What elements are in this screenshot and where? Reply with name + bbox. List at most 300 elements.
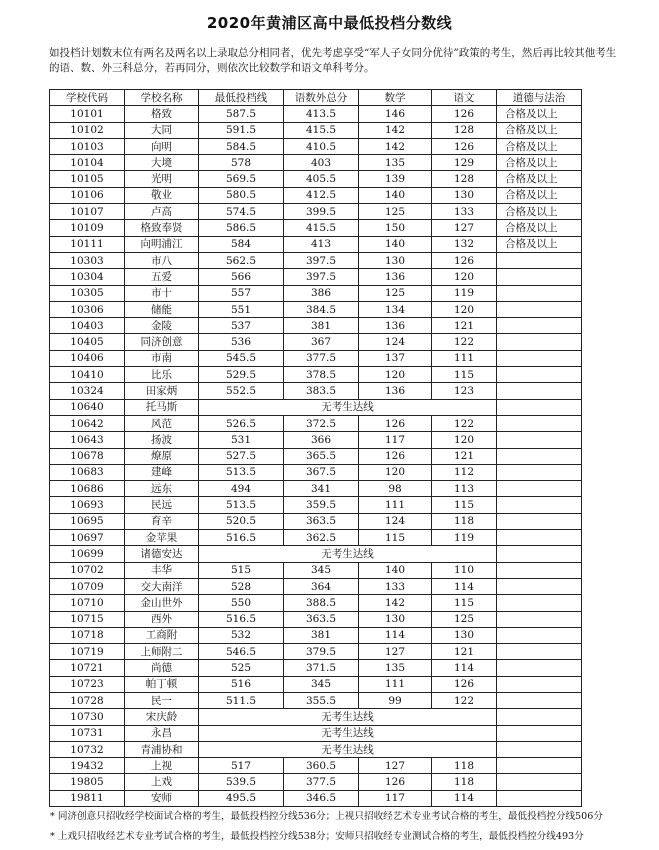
cell-no-qualifier: 无考生达线 <box>199 399 497 415</box>
header-chinese: 语文 <box>432 90 497 106</box>
cell-name: 青浦协和 <box>125 741 199 757</box>
table-row <box>50 138 582 154</box>
table-row <box>50 546 582 562</box>
cell-min-score: 494 <box>199 481 284 497</box>
cell-math: 142 <box>359 138 432 154</box>
cell-ethics <box>497 464 582 480</box>
cell-name: 民远 <box>125 497 199 513</box>
cell-math: 115 <box>359 530 432 546</box>
table-row <box>50 399 582 415</box>
cell-code: 10643 <box>50 432 125 448</box>
cell-name: 金山世外 <box>125 595 199 611</box>
cell-ethics <box>497 709 582 725</box>
cell-chinese: 110 <box>432 562 497 578</box>
cell-code: 10715 <box>50 611 125 627</box>
cell-math: 146 <box>359 106 432 122</box>
cell-ethics <box>497 676 582 692</box>
cell-total: 371.5 <box>284 660 359 676</box>
score-table <box>49 89 582 807</box>
cell-total: 405.5 <box>284 171 359 187</box>
cell-ethics <box>497 530 582 546</box>
cell-name: 上戏 <box>125 774 199 790</box>
cell-math: 137 <box>359 350 432 366</box>
cell-name: 托马斯 <box>125 399 199 415</box>
cell-math: 135 <box>359 660 432 676</box>
cell-code: 10642 <box>50 415 125 431</box>
cell-math: 142 <box>359 595 432 611</box>
cell-code: 10410 <box>50 367 125 383</box>
cell-chinese: 126 <box>432 676 497 692</box>
cell-name: 风范 <box>125 415 199 431</box>
header-total: 语数外总分 <box>284 90 359 106</box>
table-header-row <box>50 90 582 106</box>
cell-chinese: 122 <box>432 692 497 708</box>
cell-name: 储能 <box>125 301 199 317</box>
header-code: 学校代码 <box>50 90 125 106</box>
cell-total: 372.5 <box>284 415 359 431</box>
cell-total: 386 <box>284 285 359 301</box>
table-row <box>50 155 582 171</box>
cell-total: 413 <box>284 236 359 252</box>
cell-min-score: 532 <box>199 627 284 643</box>
cell-total: 364 <box>284 578 359 594</box>
cell-min-score: 584 <box>199 236 284 252</box>
cell-code: 19432 <box>50 758 125 774</box>
header-ethics: 道德与法治 <box>497 90 582 106</box>
table-row <box>50 562 582 578</box>
cell-name: 金陵 <box>125 318 199 334</box>
cell-code: 10721 <box>50 660 125 676</box>
table-row <box>50 481 582 497</box>
cell-chinese: 128 <box>432 171 497 187</box>
cell-name: 丰华 <box>125 562 199 578</box>
cell-math: 120 <box>359 367 432 383</box>
cell-total: 381 <box>284 318 359 334</box>
cell-name: 大境 <box>125 155 199 171</box>
header-name: 学校名称 <box>125 90 199 106</box>
cell-math: 140 <box>359 562 432 578</box>
cell-ethics <box>497 692 582 708</box>
footnote: * 上戏只招收经艺术专业考试合格的考生，最低投档控分线538分；安师只招收经专业测试合格的考生，最低投档控分线493分 <box>50 831 584 842</box>
cell-ethics <box>497 285 582 301</box>
cell-code: 10304 <box>50 269 125 285</box>
cell-chinese: 121 <box>432 318 497 334</box>
cell-math: 126 <box>359 448 432 464</box>
cell-min-score: 578 <box>199 155 284 171</box>
cell-min-score: 520.5 <box>199 513 284 529</box>
cell-math: 136 <box>359 269 432 285</box>
cell-code: 10695 <box>50 513 125 529</box>
cell-math: 150 <box>359 220 432 236</box>
cell-name: 安师 <box>125 790 199 806</box>
cell-name: 市南 <box>125 350 199 366</box>
cell-chinese: 130 <box>432 187 497 203</box>
cell-no-qualifier: 无考生达线 <box>199 725 497 741</box>
header-min-score: 最低投档线 <box>199 90 284 106</box>
table-row <box>50 578 582 594</box>
cell-name: 格致 <box>125 106 199 122</box>
table-row <box>50 285 582 301</box>
cell-chinese: 121 <box>432 448 497 464</box>
cell-math: 124 <box>359 334 432 350</box>
cell-min-score: 515 <box>199 562 284 578</box>
cell-code: 10699 <box>50 546 125 562</box>
cell-min-score: 516.5 <box>199 611 284 627</box>
cell-math: 142 <box>359 122 432 138</box>
cell-chinese: 125 <box>432 611 497 627</box>
table-row <box>50 171 582 187</box>
cell-math: 120 <box>359 464 432 480</box>
cell-ethics <box>497 301 582 317</box>
cell-min-score: 569.5 <box>199 171 284 187</box>
cell-min-score: 511.5 <box>199 692 284 708</box>
cell-chinese: 115 <box>432 497 497 513</box>
cell-total: 341 <box>284 481 359 497</box>
cell-ethics <box>497 627 582 643</box>
table-row <box>50 464 582 480</box>
cell-chinese: 119 <box>432 530 497 546</box>
cell-math: 134 <box>359 301 432 317</box>
cell-code: 19811 <box>50 790 125 806</box>
cell-name: 大同 <box>125 122 199 138</box>
table-row <box>50 350 582 366</box>
cell-ethics <box>497 367 582 383</box>
footnotes <box>50 807 655 847</box>
cell-chinese: 113 <box>432 481 497 497</box>
cell-ethics <box>497 758 582 774</box>
intro-paragraph: 如投档计划数末位有两名及两名以上录取总分相同者，优先考虑享受“军人子女同分优待”政策的考生，然后再比较其他考生的语、数、外三科总分，若再同分，则依次比较数学和语文单科考分。 <box>49 47 617 74</box>
cell-ethics <box>497 790 582 806</box>
cell-total: 410.5 <box>284 138 359 154</box>
cell-total: 403 <box>284 155 359 171</box>
cell-chinese: 132 <box>432 236 497 252</box>
cell-code: 10107 <box>50 204 125 220</box>
cell-min-score: 513.5 <box>199 497 284 513</box>
cell-total: 355.5 <box>284 692 359 708</box>
footnote: * 同济创意只招收经学校面试合格的考生，最低投档控分线536分；上视只招收经艺术专业考试合格的考生，最低投档控分线506分 <box>50 811 603 822</box>
table-body <box>50 106 582 807</box>
cell-chinese: 123 <box>432 383 497 399</box>
table-row <box>50 497 582 513</box>
cell-chinese: 120 <box>432 432 497 448</box>
cell-chinese: 115 <box>432 367 497 383</box>
cell-code: 10111 <box>50 236 125 252</box>
cell-ethics <box>497 399 582 415</box>
cell-math: 126 <box>359 774 432 790</box>
cell-chinese: 122 <box>432 334 497 350</box>
cell-math: 125 <box>359 204 432 220</box>
cell-code: 10640 <box>50 399 125 415</box>
cell-min-score: 495.5 <box>199 790 284 806</box>
cell-total: 359.5 <box>284 497 359 513</box>
cell-math: 136 <box>359 383 432 399</box>
table-row <box>50 415 582 431</box>
cell-math: 125 <box>359 285 432 301</box>
table-row <box>50 220 582 236</box>
cell-math: 117 <box>359 790 432 806</box>
cell-math: 117 <box>359 432 432 448</box>
cell-total: 366 <box>284 432 359 448</box>
cell-total: 413.5 <box>284 106 359 122</box>
cell-total: 412.5 <box>284 187 359 203</box>
cell-total: 378.5 <box>284 367 359 383</box>
cell-min-score: 527.5 <box>199 448 284 464</box>
cell-code: 10731 <box>50 725 125 741</box>
cell-name: 育辛 <box>125 513 199 529</box>
cell-ethics <box>497 350 582 366</box>
table-row <box>50 448 582 464</box>
table-row <box>50 269 582 285</box>
cell-total: 381 <box>284 627 359 643</box>
cell-code: 10723 <box>50 676 125 692</box>
cell-no-qualifier: 无考生达线 <box>199 709 497 725</box>
cell-ethics: 合格及以上 <box>497 138 582 154</box>
cell-min-score: 516 <box>199 676 284 692</box>
cell-min-score: 580.5 <box>199 187 284 203</box>
cell-code: 10109 <box>50 220 125 236</box>
table-row <box>50 367 582 383</box>
cell-name: 尚德 <box>125 660 199 676</box>
cell-no-qualifier: 无考生达线 <box>199 546 497 562</box>
table-row <box>50 432 582 448</box>
cell-ethics <box>497 741 582 757</box>
cell-name: 向明 <box>125 138 199 154</box>
table-row <box>50 513 582 529</box>
cell-min-score: 587.5 <box>199 106 284 122</box>
cell-total: 383.5 <box>284 383 359 399</box>
cell-min-score: 591.5 <box>199 122 284 138</box>
cell-total: 399.5 <box>284 204 359 220</box>
cell-chinese: 126 <box>432 138 497 154</box>
cell-code: 10405 <box>50 334 125 350</box>
cell-chinese: 112 <box>432 464 497 480</box>
cell-ethics <box>497 562 582 578</box>
cell-name: 扬波 <box>125 432 199 448</box>
table-row <box>50 611 582 627</box>
cell-total: 377.5 <box>284 774 359 790</box>
cell-min-score: 545.5 <box>199 350 284 366</box>
cell-math: 140 <box>359 187 432 203</box>
cell-ethics <box>497 334 582 350</box>
cell-name: 工商附 <box>125 627 199 643</box>
cell-chinese: 115 <box>432 595 497 611</box>
cell-min-score: 557 <box>199 285 284 301</box>
cell-name: 比乐 <box>125 367 199 383</box>
cell-code: 19805 <box>50 774 125 790</box>
cell-min-score: 528 <box>199 578 284 594</box>
cell-chinese: 129 <box>432 155 497 171</box>
cell-ethics <box>497 448 582 464</box>
cell-code: 10101 <box>50 106 125 122</box>
cell-code: 10686 <box>50 481 125 497</box>
cell-math: 133 <box>359 578 432 594</box>
cell-name: 上视 <box>125 758 199 774</box>
cell-min-score: 562.5 <box>199 252 284 268</box>
cell-min-score: 551 <box>199 301 284 317</box>
cell-min-score: 539.5 <box>199 774 284 790</box>
cell-name: 西外 <box>125 611 199 627</box>
cell-min-score: 546.5 <box>199 644 284 660</box>
cell-code: 10730 <box>50 709 125 725</box>
cell-math: 99 <box>359 692 432 708</box>
cell-name: 永昌 <box>125 725 199 741</box>
cell-chinese: 114 <box>432 578 497 594</box>
cell-total: 362.5 <box>284 530 359 546</box>
cell-chinese: 130 <box>432 627 497 643</box>
cell-min-score: 552.5 <box>199 383 284 399</box>
page-title: 2020年黄浦区高中最低投档分数线 <box>206 14 453 32</box>
cell-name: 上师附二 <box>125 644 199 660</box>
cell-chinese: 120 <box>432 301 497 317</box>
cell-chinese: 133 <box>432 204 497 220</box>
cell-code: 10678 <box>50 448 125 464</box>
table-row <box>50 627 582 643</box>
cell-name: 交大南洋 <box>125 578 199 594</box>
cell-name: 格致奉贤 <box>125 220 199 236</box>
cell-ethics <box>497 269 582 285</box>
cell-chinese: 126 <box>432 106 497 122</box>
cell-code: 10324 <box>50 383 125 399</box>
cell-code: 10683 <box>50 464 125 480</box>
cell-code: 10403 <box>50 318 125 334</box>
cell-ethics <box>497 774 582 790</box>
cell-name: 五爱 <box>125 269 199 285</box>
cell-code: 10305 <box>50 285 125 301</box>
cell-ethics <box>497 432 582 448</box>
table-row <box>50 660 582 676</box>
table-row <box>50 725 582 741</box>
table-row <box>50 644 582 660</box>
cell-chinese: 118 <box>432 513 497 529</box>
cell-chinese: 111 <box>432 350 497 366</box>
table-row <box>50 692 582 708</box>
table-row <box>50 122 582 138</box>
cell-name: 诸德安达 <box>125 546 199 562</box>
cell-chinese: 118 <box>432 774 497 790</box>
cell-math: 136 <box>359 318 432 334</box>
cell-min-score: 566 <box>199 269 284 285</box>
cell-code: 10102 <box>50 122 125 138</box>
cell-math: 139 <box>359 171 432 187</box>
table-row <box>50 774 582 790</box>
cell-total: 388.5 <box>284 595 359 611</box>
cell-chinese: 128 <box>432 122 497 138</box>
cell-code: 10702 <box>50 562 125 578</box>
cell-ethics <box>497 481 582 497</box>
cell-name: 光明 <box>125 171 199 187</box>
cell-chinese: 118 <box>432 758 497 774</box>
cell-code: 10306 <box>50 301 125 317</box>
cell-ethics <box>497 252 582 268</box>
cell-code: 10105 <box>50 171 125 187</box>
cell-code: 10719 <box>50 644 125 660</box>
cell-min-score: 517 <box>199 758 284 774</box>
cell-min-score: 526.5 <box>199 415 284 431</box>
cell-min-score: 513.5 <box>199 464 284 480</box>
table-row <box>50 790 582 806</box>
cell-code: 10697 <box>50 530 125 546</box>
table-row <box>50 709 582 725</box>
table-row <box>50 676 582 692</box>
cell-code: 10303 <box>50 252 125 268</box>
cell-total: 384.5 <box>284 301 359 317</box>
cell-total: 377.5 <box>284 350 359 366</box>
cell-code: 10103 <box>50 138 125 154</box>
header-math: 数学 <box>359 90 432 106</box>
cell-name: 向明浦江 <box>125 236 199 252</box>
cell-math: 130 <box>359 252 432 268</box>
cell-total: 345 <box>284 676 359 692</box>
cell-math: 135 <box>359 155 432 171</box>
cell-no-qualifier: 无考生达线 <box>199 741 497 757</box>
cell-total: 365.5 <box>284 448 359 464</box>
cell-min-score: 531 <box>199 432 284 448</box>
cell-total: 346.5 <box>284 790 359 806</box>
cell-name: 帕丁顿 <box>125 676 199 692</box>
cell-total: 345 <box>284 562 359 578</box>
cell-ethics <box>497 513 582 529</box>
cell-ethics <box>497 578 582 594</box>
cell-code: 10693 <box>50 497 125 513</box>
cell-chinese: 114 <box>432 660 497 676</box>
cell-min-score: 537 <box>199 318 284 334</box>
cell-code: 10104 <box>50 155 125 171</box>
cell-ethics: 合格及以上 <box>497 171 582 187</box>
cell-ethics: 合格及以上 <box>497 155 582 171</box>
cell-name: 建峰 <box>125 464 199 480</box>
cell-chinese: 114 <box>432 790 497 806</box>
cell-total: 397.5 <box>284 269 359 285</box>
cell-name: 金苹果 <box>125 530 199 546</box>
cell-ethics: 合格及以上 <box>497 122 582 138</box>
cell-chinese: 121 <box>432 644 497 660</box>
cell-min-score: 550 <box>199 595 284 611</box>
cell-ethics: 合格及以上 <box>497 204 582 220</box>
cell-name: 卢高 <box>125 204 199 220</box>
cell-chinese: 127 <box>432 220 497 236</box>
cell-math: 114 <box>359 627 432 643</box>
cell-total: 367.5 <box>284 464 359 480</box>
cell-ethics: 合格及以上 <box>497 236 582 252</box>
table-row <box>50 252 582 268</box>
cell-min-score: 529.5 <box>199 367 284 383</box>
cell-total: 397.5 <box>284 252 359 268</box>
cell-total: 415.5 <box>284 122 359 138</box>
cell-math: 127 <box>359 644 432 660</box>
cell-ethics <box>497 383 582 399</box>
cell-code: 10406 <box>50 350 125 366</box>
cell-name: 敬业 <box>125 187 199 203</box>
cell-min-score: 516.5 <box>199 530 284 546</box>
cell-math: 111 <box>359 676 432 692</box>
cell-chinese: 126 <box>432 252 497 268</box>
cell-chinese: 119 <box>432 285 497 301</box>
cell-total: 367 <box>284 334 359 350</box>
cell-math: 98 <box>359 481 432 497</box>
cell-min-score: 574.5 <box>199 204 284 220</box>
table-row <box>50 383 582 399</box>
cell-code: 10709 <box>50 578 125 594</box>
cell-ethics <box>497 644 582 660</box>
cell-math: 126 <box>359 415 432 431</box>
cell-chinese: 122 <box>432 415 497 431</box>
table-row <box>50 595 582 611</box>
cell-ethics <box>497 415 582 431</box>
cell-min-score: 536 <box>199 334 284 350</box>
cell-ethics <box>497 660 582 676</box>
cell-name: 同济创意 <box>125 334 199 350</box>
cell-min-score: 584.5 <box>199 138 284 154</box>
